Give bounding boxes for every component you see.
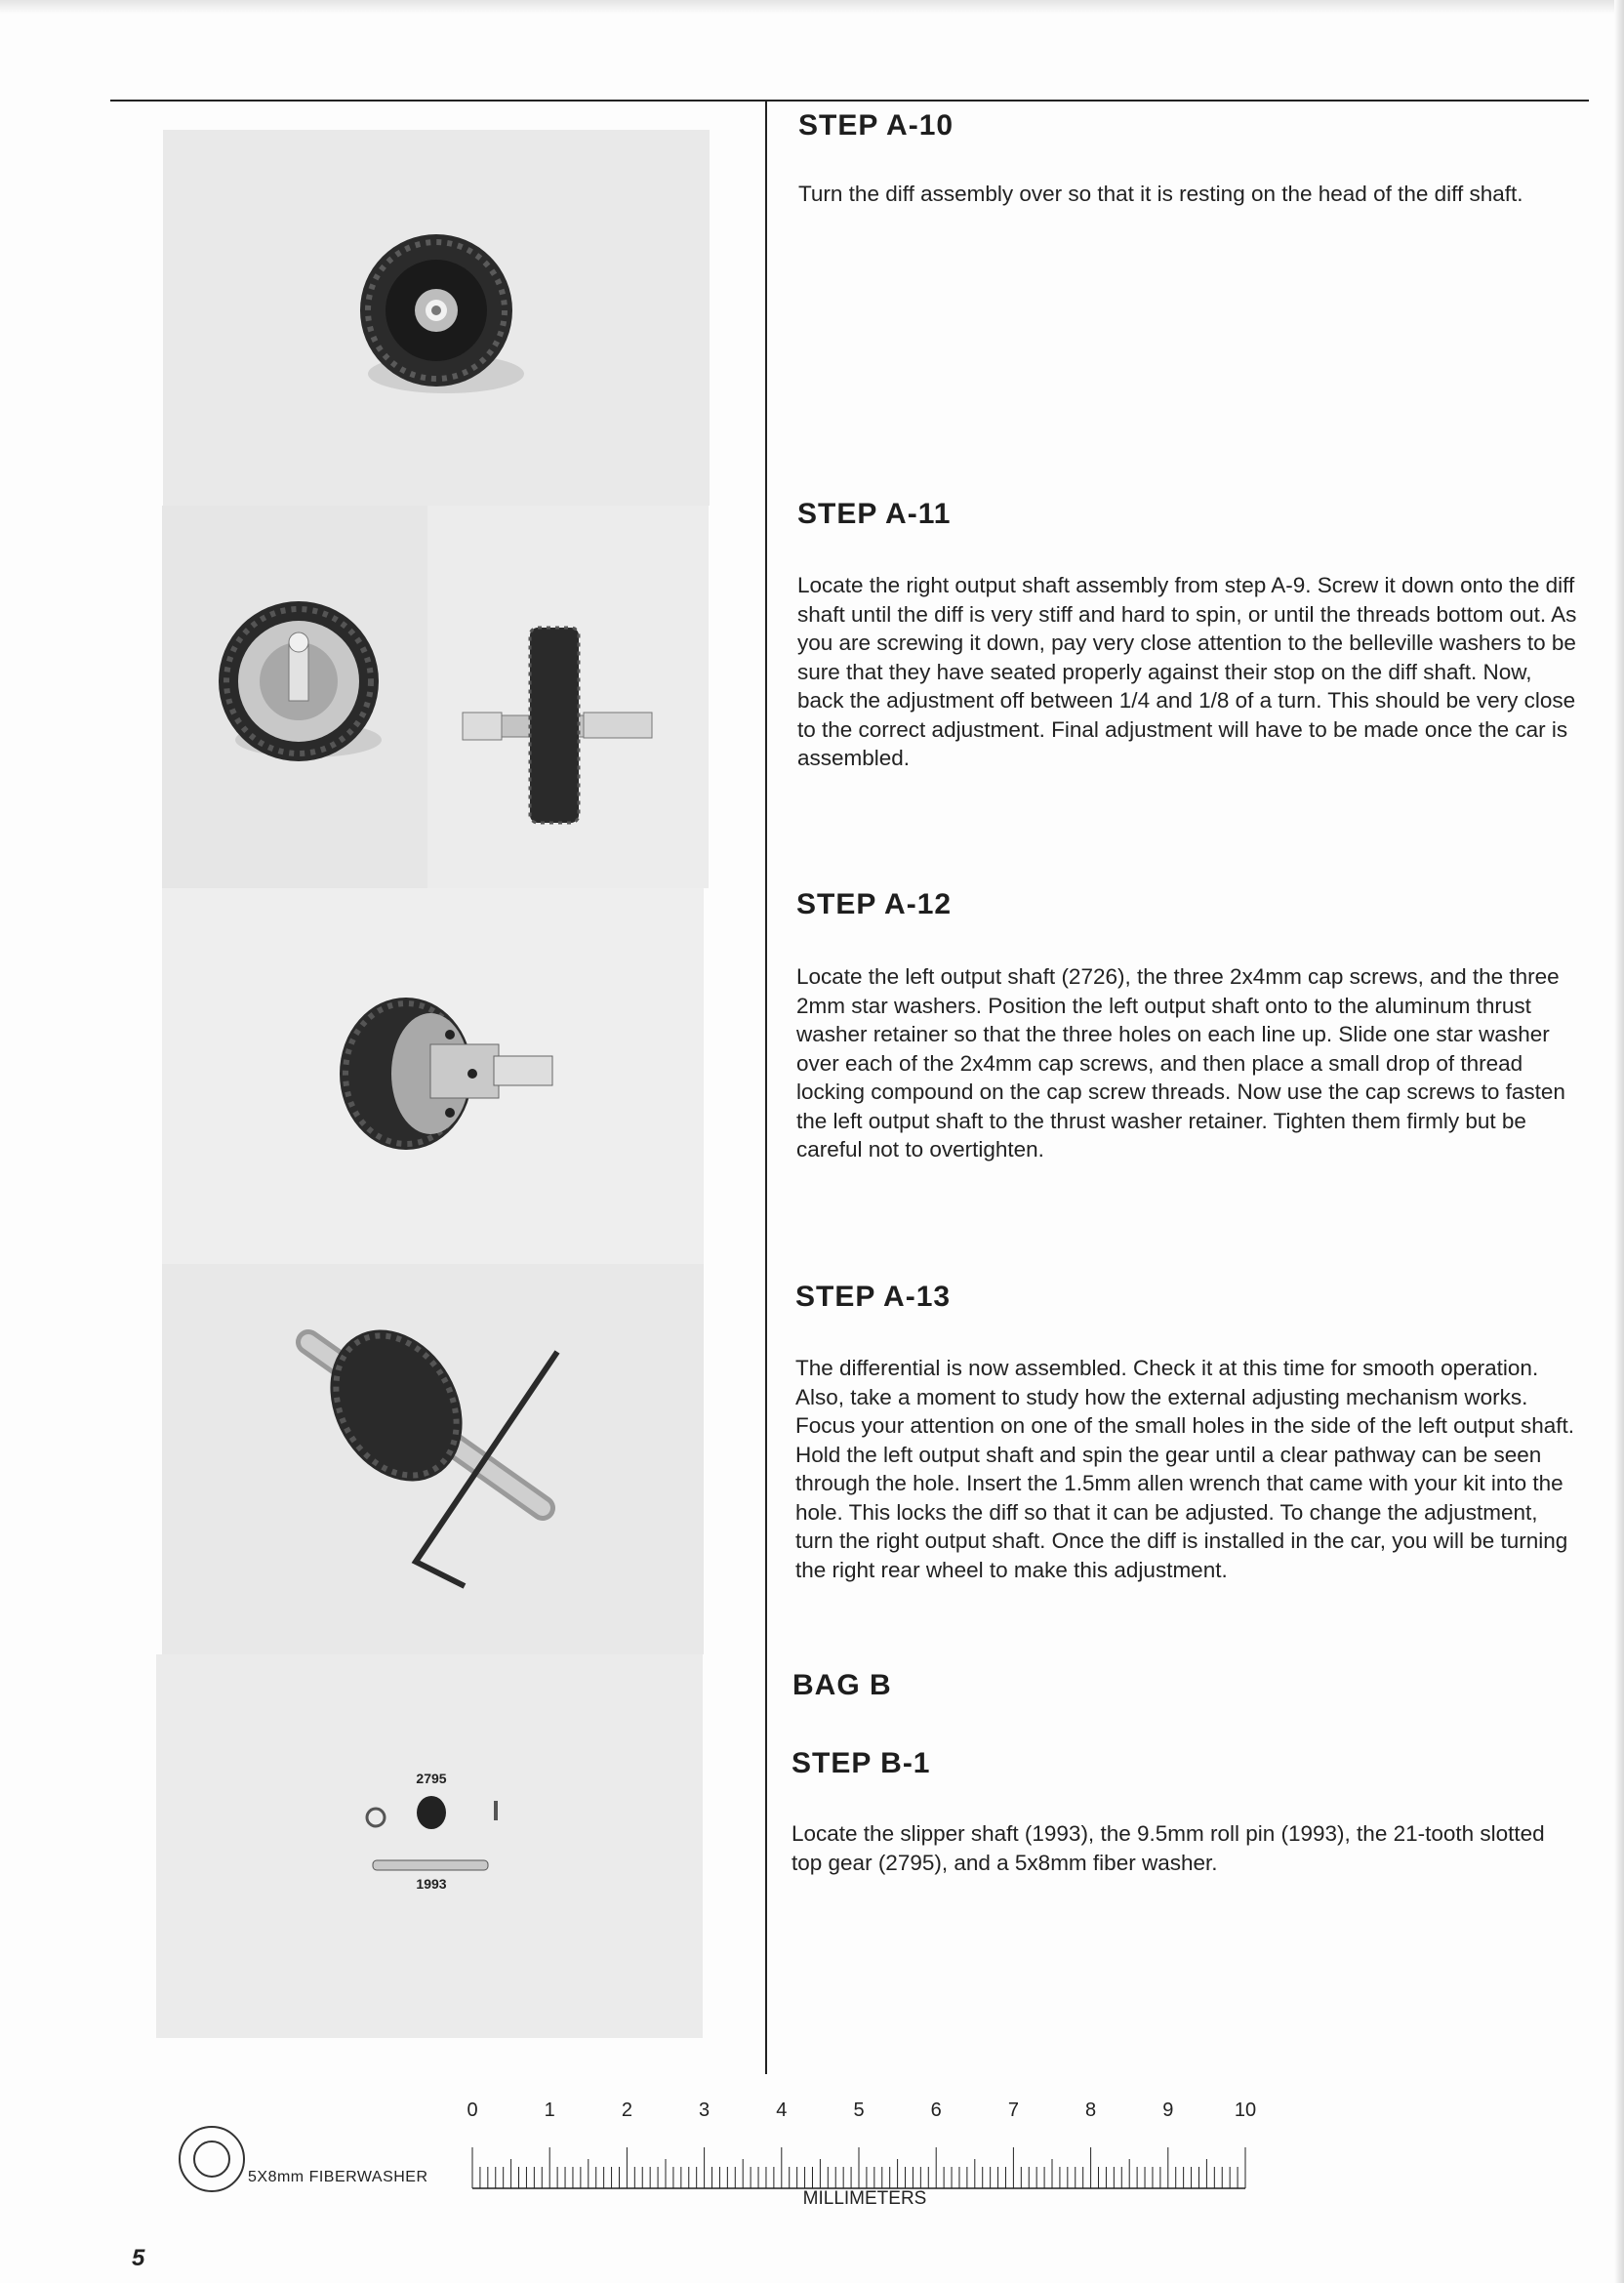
ruler-label: 6 [930, 2100, 942, 2121]
photo-step-b1 [156, 1654, 703, 2038]
step-a13-text: The differential is now assembled. Check it at this time for smooth operation. Also, take a moment to study how the external adjusting mechanism works. Focus your attention on one of the small holes in the side of the left output shaft. Hold the left output shaft and spin the gear until a clear pathway can be seen through the hole. Insert the 1.5mm allen wrench that came with your kit into the hole. This locks the diff so that it can be adjusted. To change the adjustment, turn the right output shaft. Once the diff is installed in the car, you will be turning the right rear wheel to make this adjustment. [795, 1356, 1574, 1582]
photo-step-a10 [163, 130, 710, 506]
step-a11-text: Locate the right output shaft assembly from step A-9. Screw it down onto the diff shaft until the diff is very stiff and hard to spin, or until the threads bottom out. As you are screwing it down, pay very close attention to the belleville washers to be sure that they have seated properly against their stop on the diff shaft. Now, back the adjustment off between 1/4 and 1/8 of a turn. This should be very close to the correct adjustment. Final adjustment will have to be made once the car is assembled. [797, 573, 1577, 770]
header-rule [110, 100, 1589, 102]
ruler-label: 10 [1234, 2100, 1257, 2121]
step-a10-title: STEP A-10 [798, 109, 954, 142]
ruler-label: 7 [1007, 2100, 1019, 2121]
ruler-label: 9 [1162, 2100, 1174, 2121]
ruler-label: 4 [776, 2100, 788, 2121]
page-edge-shadow [1614, 0, 1624, 2283]
ruler-label: 8 [1085, 2100, 1097, 2121]
step-a12-text: Locate the left output shaft (2726), the three 2x4mm cap screws, and the three 2mm star washers. Position the left output shaft onto to the aluminum thrust washer retainer so that the three holes on each line up. Slide one star washer over each of the 2x4mm cap screws, and then place a small drop of thread locking compound on the cap screw threads. Now use the cap screws to fasten the left output shaft to the thrust washer retainer. Tighten them firmly but be careful not to overtighten. [796, 964, 1565, 1162]
part-label-shaft: 1993 [416, 1876, 447, 1892]
step-b1-text: Locate the slipper shaft (1993), the 9.5mm roll pin (1993), the 21-tooth slotted top gear (2795), and a 5x8mm fiber washer. [792, 1821, 1545, 1875]
step-b1-title: STEP B-1 [792, 1747, 931, 1779]
photo-step-a13 [162, 1264, 704, 1654]
ruler-label: 1 [544, 2100, 555, 2121]
ruler-label: 3 [699, 2100, 710, 2121]
photo-step-a12 [162, 888, 704, 1264]
bag-b-heading: BAG B [792, 1669, 892, 1701]
millimeter-ruler [467, 2089, 1257, 2209]
ruler-label: 0 [467, 2100, 478, 2121]
step-a11-title: STEP A-11 [797, 498, 952, 530]
ruler-label: 5 [853, 2100, 865, 2121]
ruler-label: 2 [621, 2100, 632, 2121]
page-top-shadow [0, 0, 1624, 14]
part-label-gear: 2795 [416, 1771, 447, 1786]
column-divider [765, 101, 767, 2074]
ruler-unit-label: MILLIMETERS [802, 2188, 927, 2209]
washer-label: 5X8mm FIBERWASHER [248, 2169, 428, 2185]
step-a10-text: Turn the diff assembly over so that it is resting on the head of the diff shaft. [798, 182, 1523, 206]
washer-icon [176, 2123, 248, 2195]
page-number: 5 [132, 2245, 145, 2271]
photo-step-a11-side [427, 506, 709, 888]
step-a12-title: STEP A-12 [796, 888, 953, 920]
step-a13-title: STEP A-13 [795, 1281, 952, 1313]
photo-step-a11-front [162, 506, 427, 888]
